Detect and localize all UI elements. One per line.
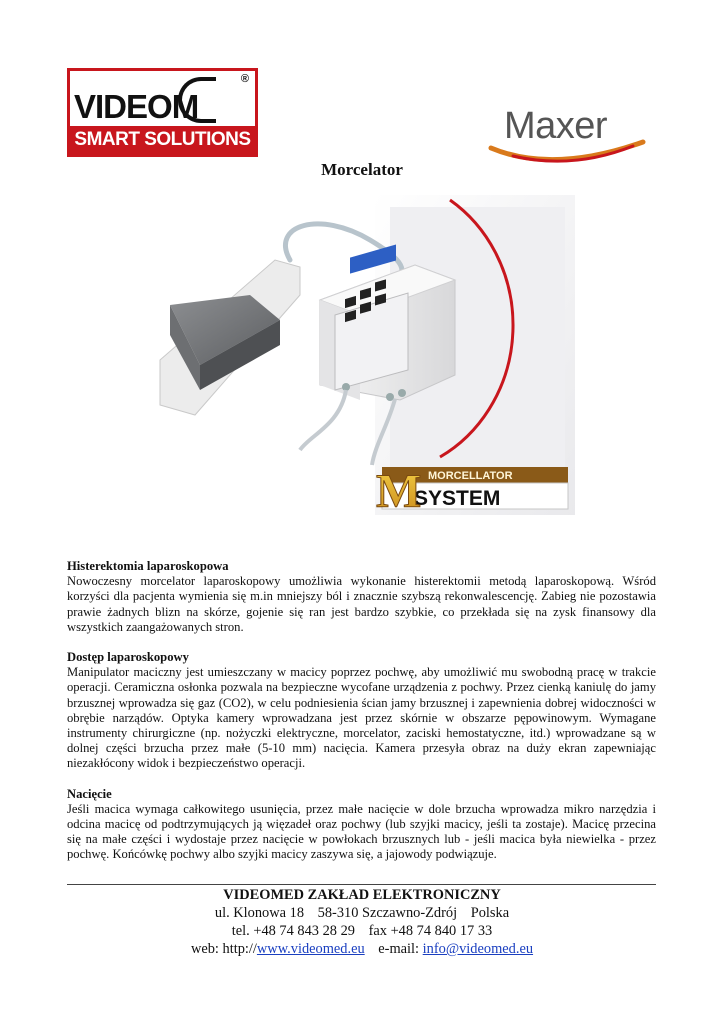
section-naciecie bbox=[67, 787, 656, 863]
document-body bbox=[67, 559, 656, 878]
footer-company: VIDEOMED ZAKŁAD ELEKTRONICZNY bbox=[223, 887, 501, 903]
footer-address bbox=[0, 904, 724, 922]
footer bbox=[0, 886, 724, 958]
badge-top-text: MORCELLATOR bbox=[428, 470, 513, 482]
badge-letter: M bbox=[376, 465, 422, 518]
videomed-tagline: SMART SOLUTIONS bbox=[70, 126, 255, 154]
section-histerektomia bbox=[67, 559, 656, 635]
footer-web-prefix: web: http:// bbox=[190, 941, 257, 957]
section-paragraph: Nowoczesny morcelator laparoskopowy umożliwia wykonanie histerektomii metodą laparoskopową. Wśród korzyści dla pacjenta wymienia się m.in mniejszy ból i znacznie szybszą rekonwalescencję. Zabieg nie pozostawia prawie żadnych blizn na skórze, gojenie się ran jest bardzo szybkie, co przekłada się na zysk finansowy dla wszystkich zaangażowanych stron. bbox=[67, 574, 656, 634]
email-link[interactable]: info@videomed.eu bbox=[422, 941, 534, 957]
section-heading: Nacięcie bbox=[67, 786, 112, 801]
footer-fax: fax +48 74 840 17 33 bbox=[368, 923, 493, 939]
section-heading: Dostęp laparoskopowy bbox=[67, 650, 189, 665]
section-heading: Histerektomia laparoskopowa bbox=[67, 559, 229, 573]
maxer-logo-word: Maxer bbox=[504, 105, 608, 147]
section-paragraph: Manipulator maciczny jest umieszczany w macicy poprzez pochwę, aby umożliwić mu swobodną pracę w trakcie operacji. Ceramiczna osłonka pozwala na bezpieczne wycofane urządzenia z pochwy. Przez cienką kaniulę do jamy brzusznej wprowadza się gaz (CO2), w celu podniesienia ścian jamy brzusznej i zapewnienia dobrej widoczności w obrębie narządów. Optyka kamery wprowadzana jest przez skórnie w obszarze pępowinowym. Wymagane instrumenty chirurgiczne (np. nożyczki elektryczne, morcelator, zaciski hemostatyczne, itd.) wprowadzane są w dolnej części brzucha przez małe (5-10 mm) nacięcia. Kamera przesyła obraz na duży ekran zapewniając niezakłócony widok i bezpieczeństwo operacji. bbox=[67, 665, 656, 771]
footer-web bbox=[0, 940, 724, 958]
section-dostep bbox=[67, 650, 656, 772]
footer-tel: tel. +48 74 843 28 29 bbox=[231, 923, 355, 939]
footer-phones bbox=[0, 922, 724, 940]
footer-street: ul. Klonowa 18 bbox=[214, 905, 305, 921]
website-link[interactable]: www.videomed.eu bbox=[256, 941, 365, 957]
registered-mark: ® bbox=[240, 73, 249, 85]
videomed-logo bbox=[67, 68, 258, 157]
badge-main-text: SYSTEM bbox=[414, 487, 501, 510]
footer-postal-city: 58-310 Szczawno-Zdrój bbox=[317, 905, 458, 921]
videomed-logo-word: VIDEOM bbox=[74, 88, 199, 125]
footer-divider bbox=[67, 884, 656, 885]
page-title: Morcelator bbox=[321, 160, 403, 179]
section-paragraph: Jeśli macica wymaga całkowitego usunięcia, przez małe nacięcie w dole brzucha wprowadza mikro narzędzia i odcina macicę od podtrzymujących ją więzadeł oraz pochwy (lub szyjki macicy, jeśli ta zostaje). Macicę przecina się na małe części i wydostaje przez nacięcie w powłokach brzusznych lub - jeśli macica była niewielka - przez pochwę. Końcówkę pochwy albo szyjki macicy zaszywa się, a jajowody podwiązuje. bbox=[67, 801, 656, 862]
footer-email-prefix: e-mail: bbox=[378, 941, 420, 957]
product-photo bbox=[150, 185, 590, 525]
footer-country: Polska bbox=[470, 905, 510, 921]
foot-pedal bbox=[160, 260, 300, 415]
